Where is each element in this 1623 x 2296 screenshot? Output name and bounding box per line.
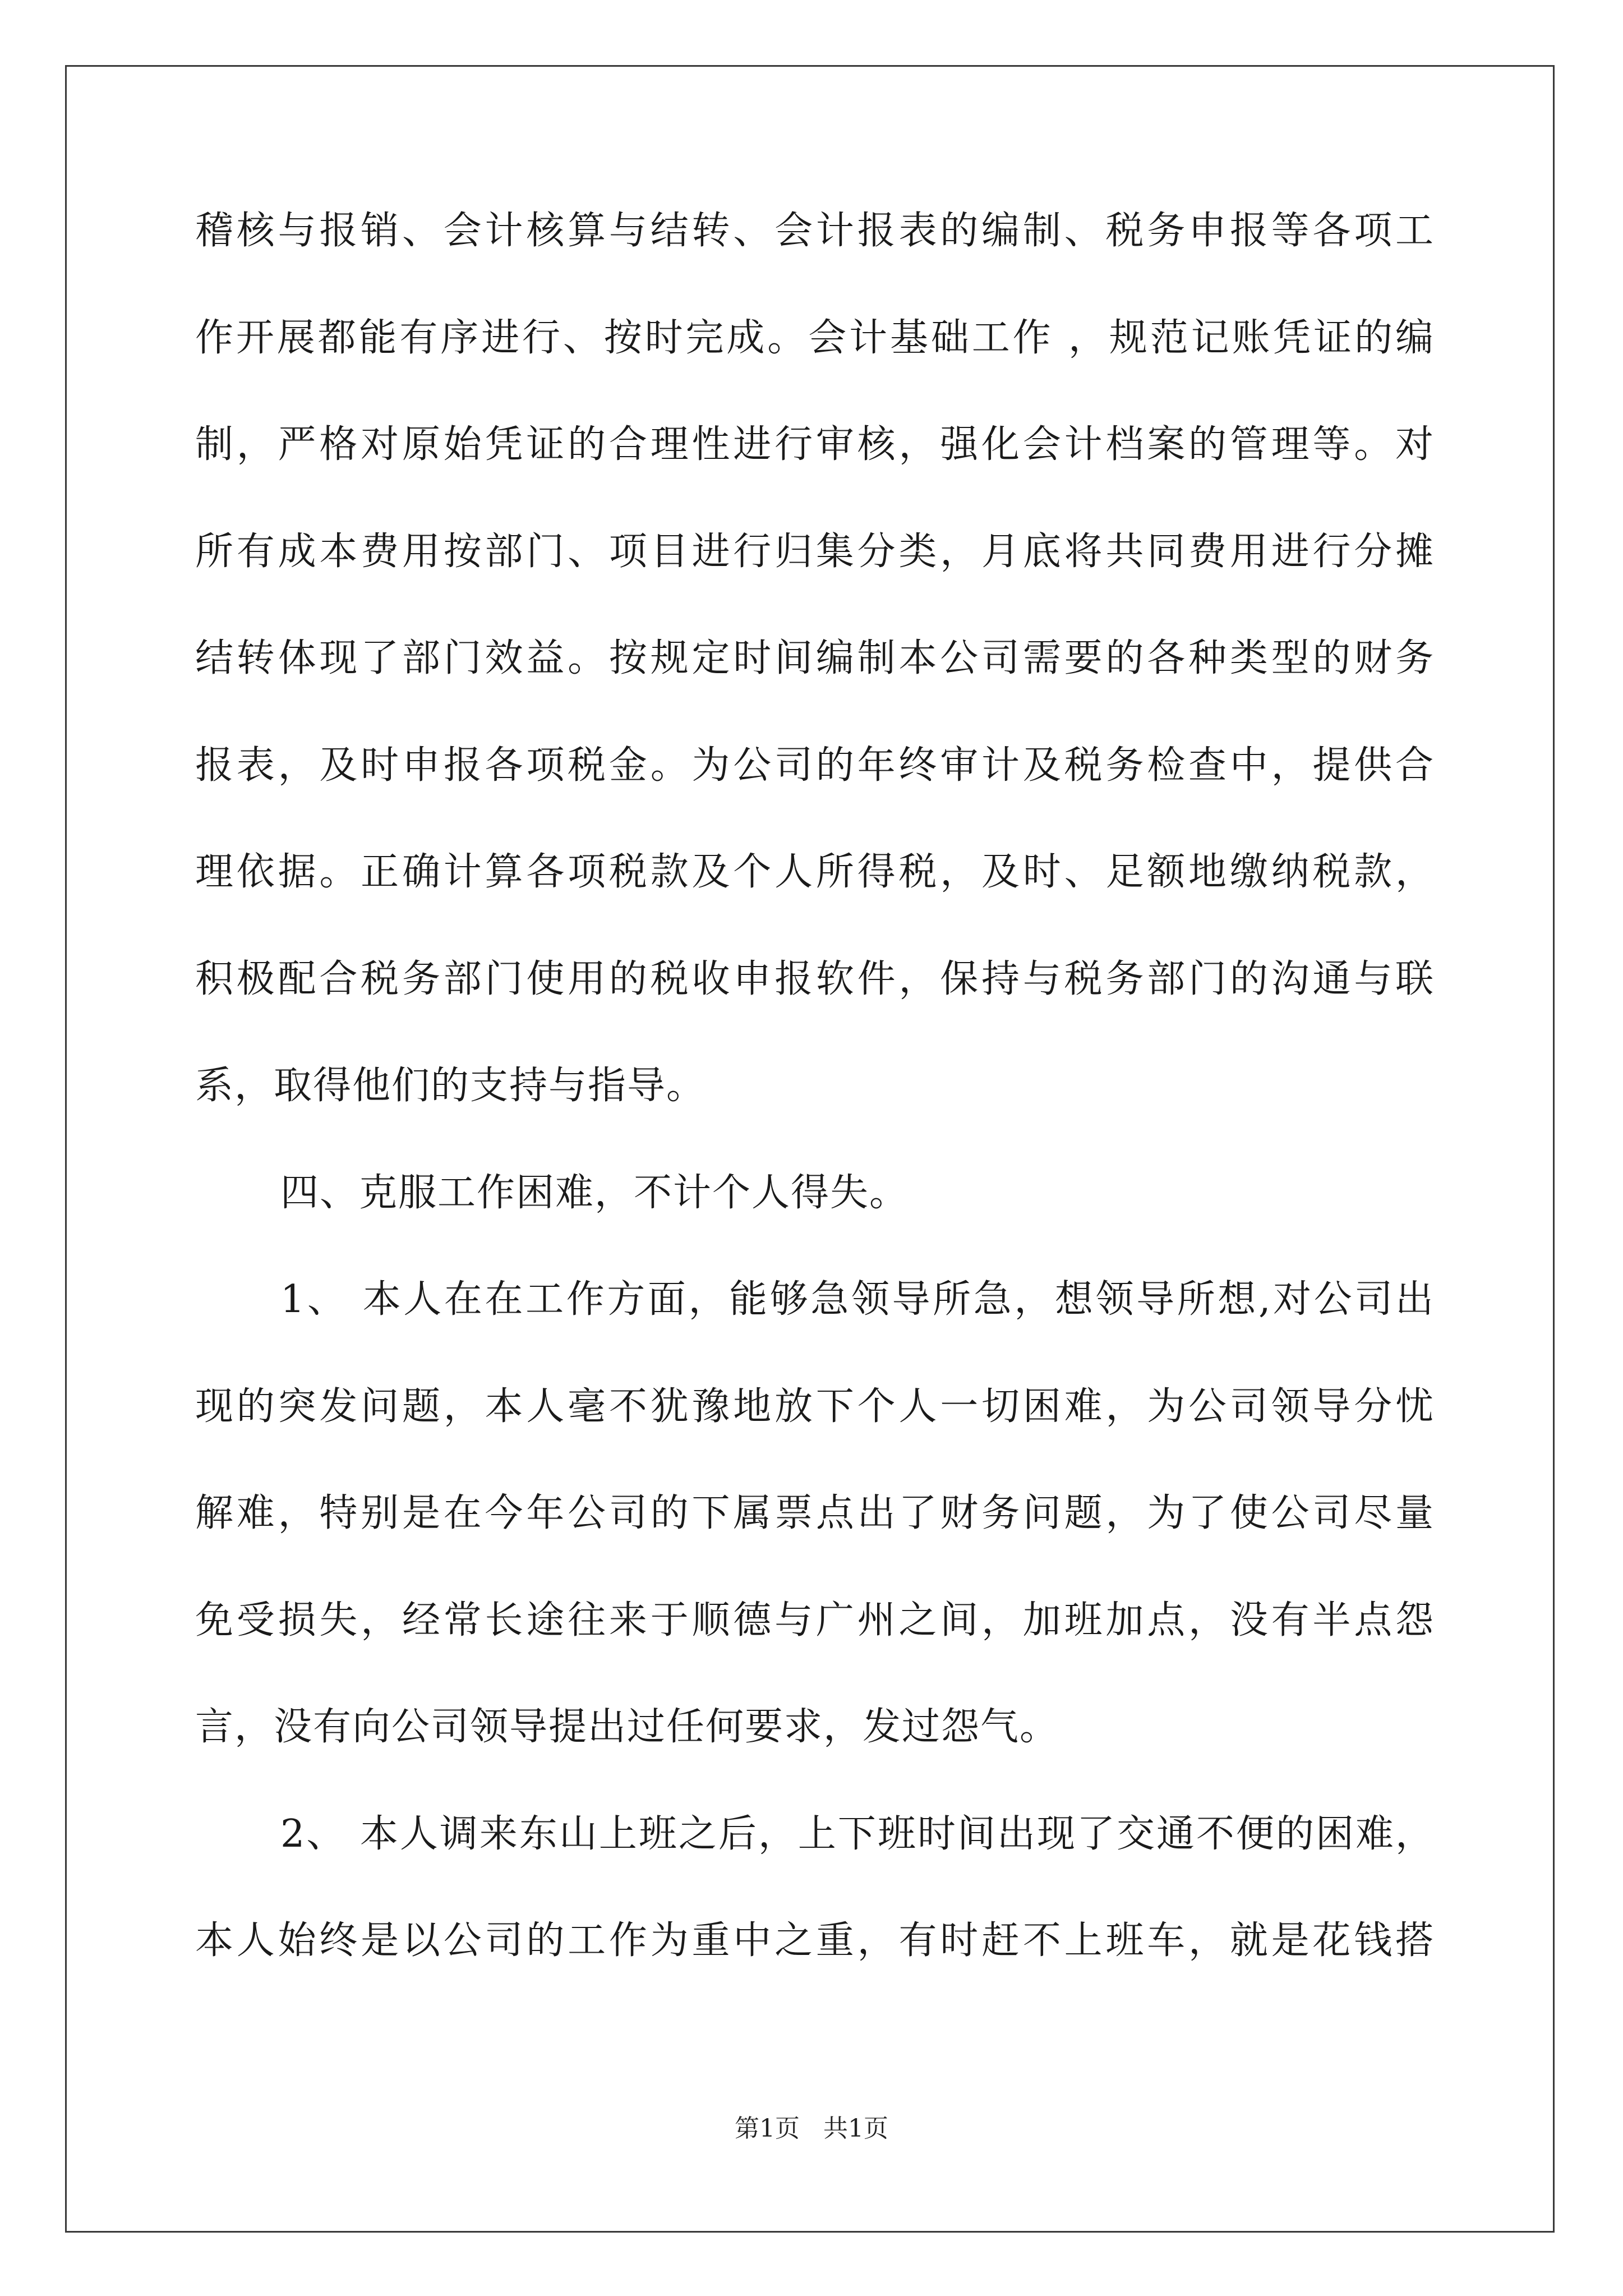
- text-line: 言，没有向公司领导提出过任何要求，发过怨气。: [195, 1705, 1059, 1749]
- text-line: 理依据。正确计算各项税款及个人所得税，及时、足额地缴纳税款，: [195, 850, 1435, 894]
- text-line: 所有成本费用按部门、项目进行归集分类，月底将共同费用进行分摊: [195, 529, 1435, 574]
- text-line: 结转体现了部门效益。按规定时间编制本公司需要的各种类型的财务: [195, 636, 1435, 680]
- text-line: 解难，特别是在今年公司的下属票点出了财务问题，为了使公司尽量: [195, 1491, 1435, 1535]
- text-line: 本人始终是以公司的工作为重中之重，有时赶不上班车，就是花钱搭: [195, 1918, 1435, 1963]
- document-body: [195, 197, 1435, 2014]
- text-line: 积极配合税务部门使用的税收申报软件，保持与税务部门的沟通与联: [195, 956, 1435, 1001]
- text-line: 报表，及时申报各项税金。为公司的年终审计及税务检查中，提供合: [195, 743, 1435, 788]
- text-line: 现的突发问题，本人毫不犹豫地放下个人一切困难，为公司领导分忧: [195, 1384, 1435, 1429]
- text-line: 1、 本人在在工作方面，能够急领导所急，想领导所想,对公司出: [280, 1277, 1435, 1322]
- text-line: 作开展都能有序进行、按时完成。会计基础工作 ，规范记账凭证的编: [195, 315, 1435, 360]
- text-line: 免受损失，经常长途往来于顺德与广州之间，加班加点，没有半点怨: [195, 1598, 1435, 1642]
- text-line: 2、 本人调来东山上班之后，上下班时间出现了交通不便的困难，: [280, 1811, 1435, 1856]
- page-number-footer: 第1页 共1页: [735, 2114, 888, 2143]
- text-line: 制，严格对原始凭证的合理性进行审核，强化会计档案的管理等。对: [195, 422, 1435, 467]
- text-line: 系，取得他们的支持与指导。: [195, 1064, 706, 1108]
- section-heading: 四、克服工作困难，不计个人得失。: [280, 1170, 909, 1215]
- text-line: 稽核与报销、会计核算与结转、会计报表的编制、税务申报等各项工: [195, 209, 1435, 253]
